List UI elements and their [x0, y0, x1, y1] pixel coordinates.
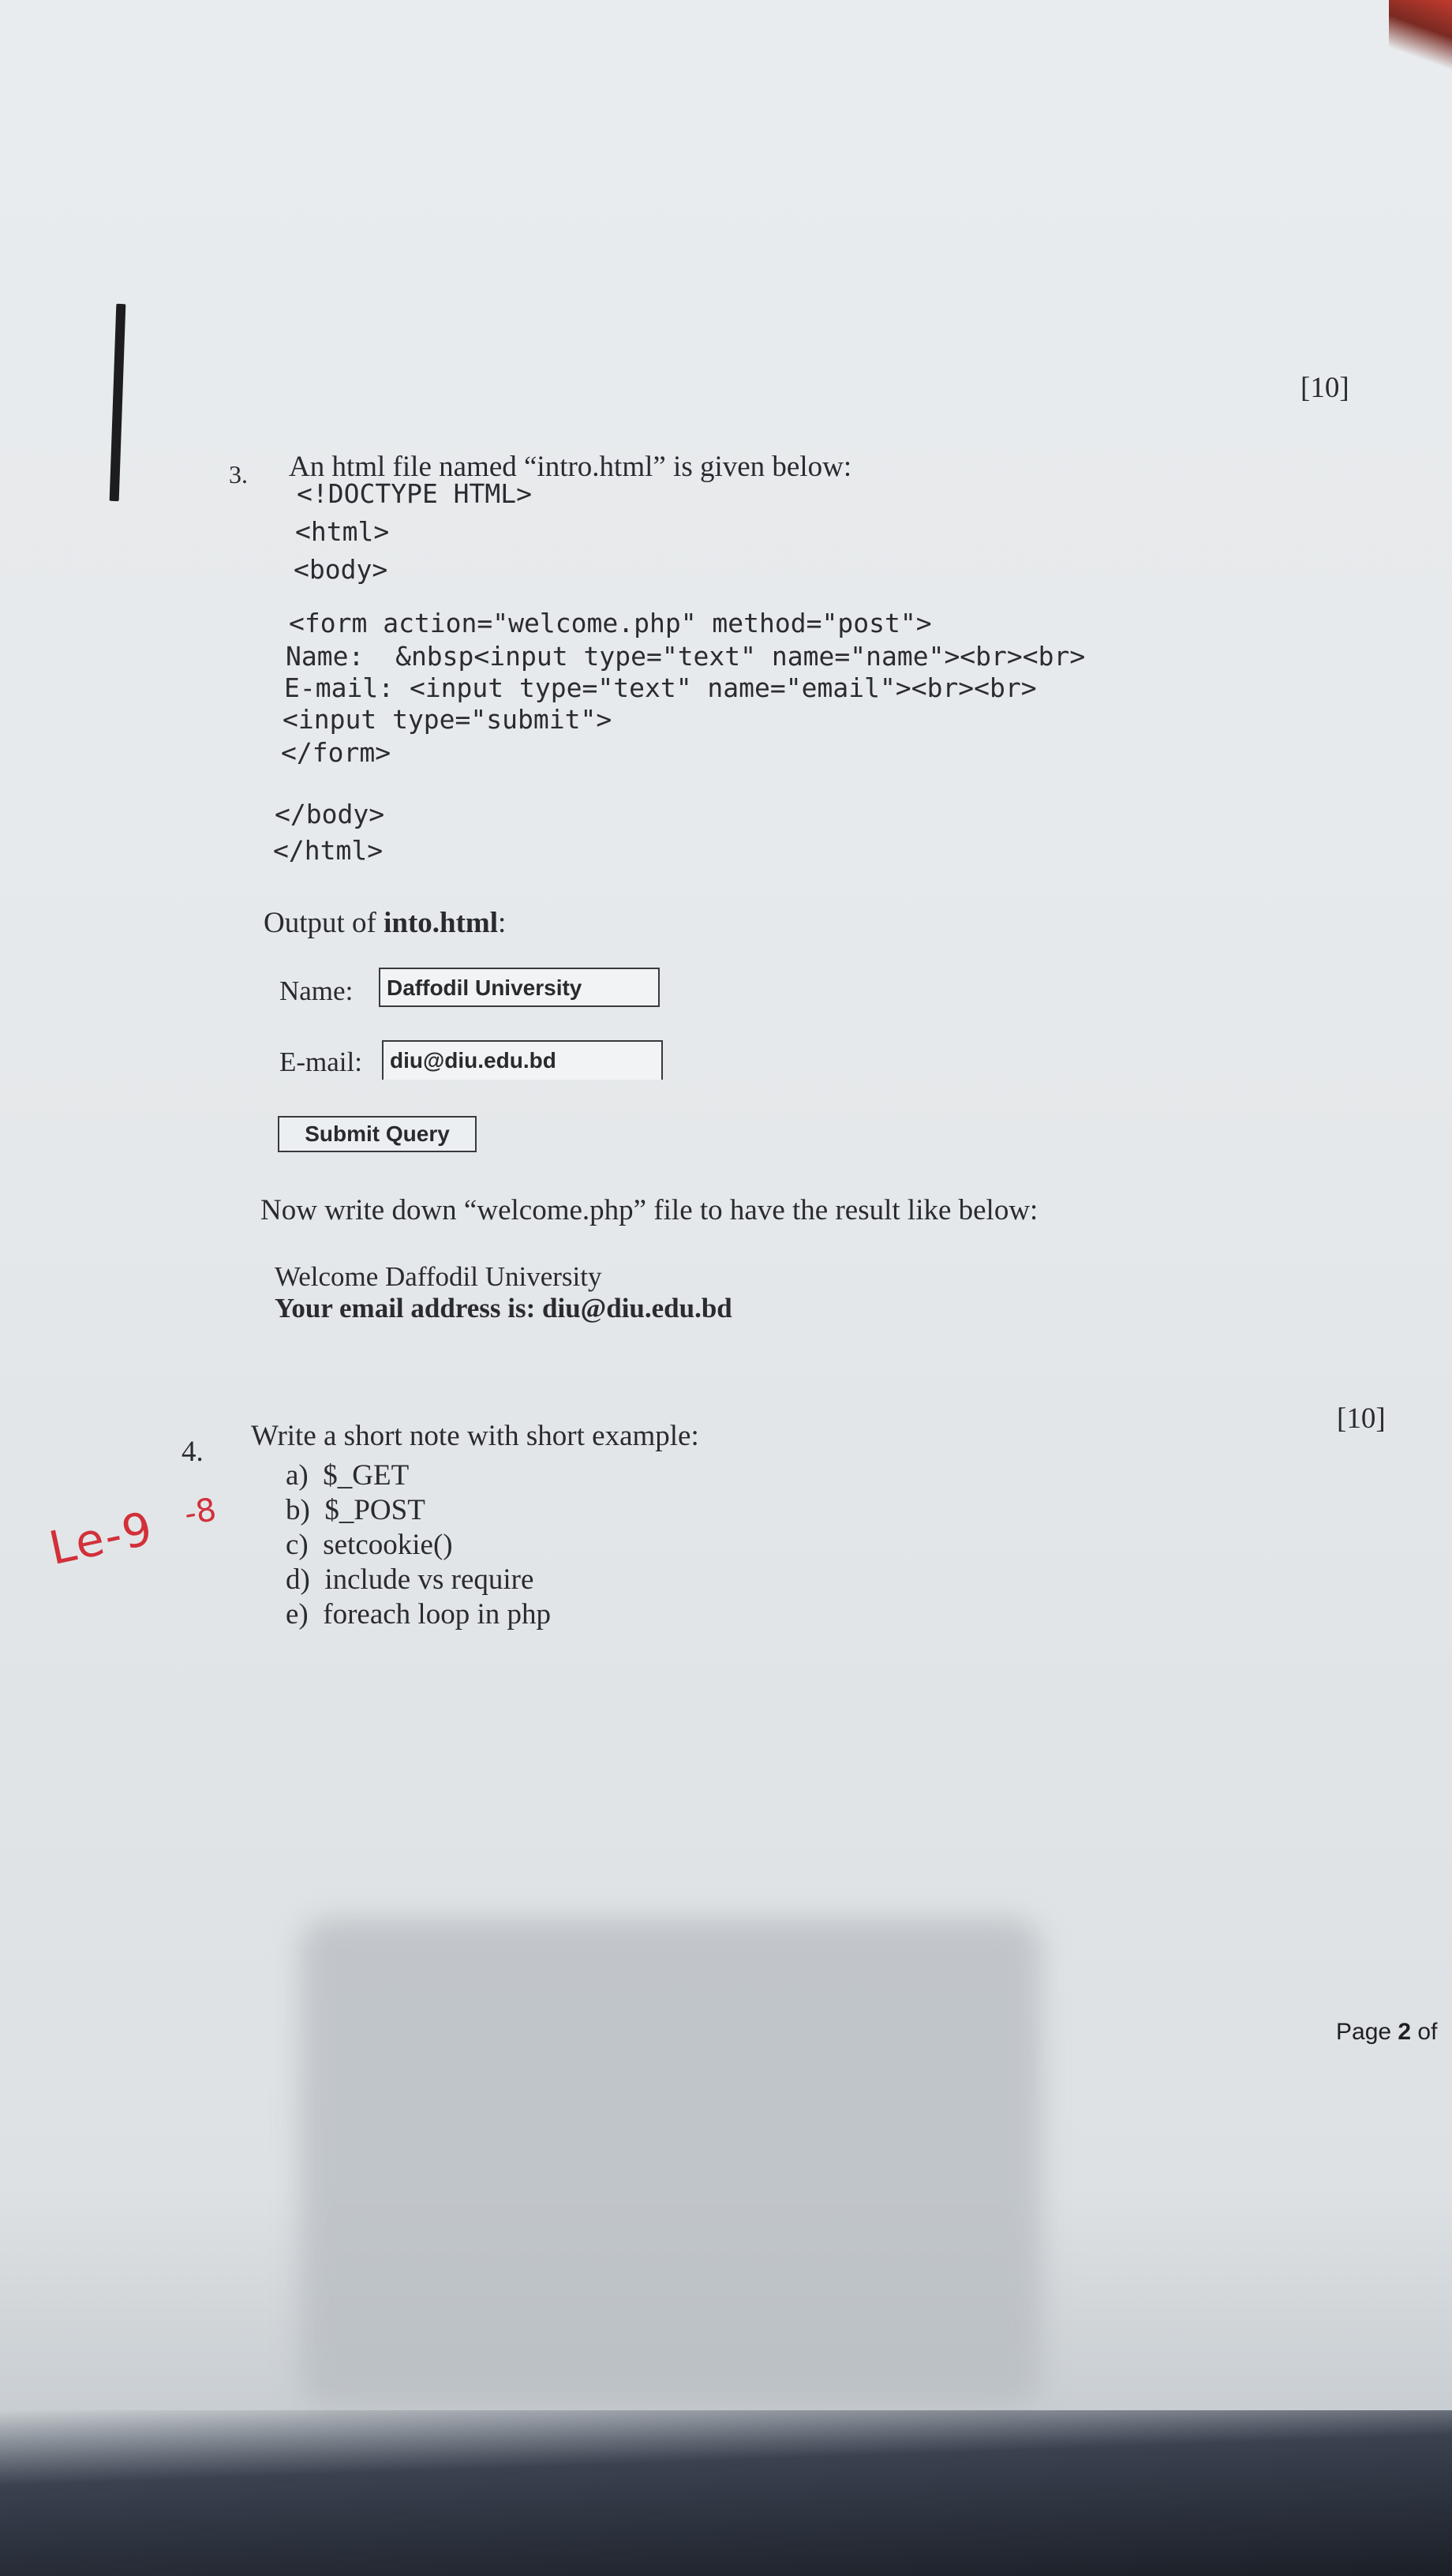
output-file: into.html — [384, 907, 499, 939]
handwritten-note-sub: -8 — [182, 1491, 219, 1533]
list-item-b — [286, 1493, 425, 1527]
output-heading — [264, 906, 506, 940]
handwritten-note: Le-9 — [44, 1500, 159, 1576]
code-line: </form> — [281, 737, 391, 768]
margin-bar — [110, 304, 126, 501]
list-item-c — [286, 1528, 453, 1562]
code-line: Name: &nbsp<input type="text" name="name"><br><br> — [286, 641, 1086, 672]
item-text: $_GET — [323, 1459, 410, 1492]
item-text: include vs require — [324, 1563, 534, 1596]
page-number — [1336, 2019, 1437, 2046]
page-prefix: Page — [1336, 2019, 1398, 2045]
background-corner — [1389, 0, 1452, 71]
code-line: <form action="welcome.php" method="post"> — [289, 608, 932, 638]
list-item-d — [286, 1563, 533, 1597]
email-label: E-mail: — [279, 1046, 362, 1077]
q4-number: 4. — [182, 1436, 204, 1468]
paper-shadow — [300, 1918, 1042, 2407]
item-text: $_POST — [324, 1494, 425, 1526]
item-letter: a) — [286, 1459, 309, 1492]
q4-prompt: Write a short note with short example: — [251, 1420, 699, 1452]
item-text: foreach loop in php — [323, 1598, 551, 1631]
code-line: <html> — [295, 516, 390, 547]
item-letter: d) — [286, 1563, 310, 1596]
item-letter: e) — [286, 1598, 309, 1631]
output-label: Output of — [264, 907, 384, 939]
code-line: <input type="submit"> — [283, 704, 612, 735]
page-suffix: of — [1411, 2019, 1438, 2045]
code-line: E-mail: <input type="text" name="email"><br><br> — [284, 672, 1037, 703]
q3-instruction: Now write down “welcome.php” file to have the result like below: — [260, 1194, 1038, 1226]
item-text: setcookie() — [323, 1529, 453, 1561]
q3-number: 3. — [229, 460, 248, 489]
q4-marks: [10] — [1337, 1402, 1386, 1435]
code-line: <body> — [294, 554, 388, 585]
q3-prompt: An html file named “intro.html” is given below: — [289, 451, 852, 483]
item-letter: b) — [286, 1494, 310, 1526]
item-letter: c) — [286, 1529, 309, 1561]
page-number-value: 2 — [1398, 2019, 1412, 2045]
list-item-a — [286, 1458, 409, 1492]
result-line-2: Your email address is: diu@diu.edu.bd — [275, 1293, 732, 1324]
code-line: <!DOCTYPE HTML> — [297, 478, 533, 509]
code-line: </body> — [275, 799, 385, 829]
output-colon: : — [498, 907, 507, 939]
submit-query-button[interactable]: Submit Query — [278, 1116, 477, 1152]
code-line: </html> — [273, 835, 384, 866]
q3-marks: [10] — [1300, 372, 1349, 404]
name-label: Name: — [279, 975, 354, 1006]
result-line-1: Welcome Daffodil University — [275, 1261, 602, 1292]
list-item-e — [286, 1597, 551, 1631]
background-bottom — [0, 2410, 1452, 2576]
name-input[interactable]: Daffodil University — [379, 968, 660, 1007]
email-input[interactable]: diu@diu.edu.bd — [382, 1040, 663, 1080]
